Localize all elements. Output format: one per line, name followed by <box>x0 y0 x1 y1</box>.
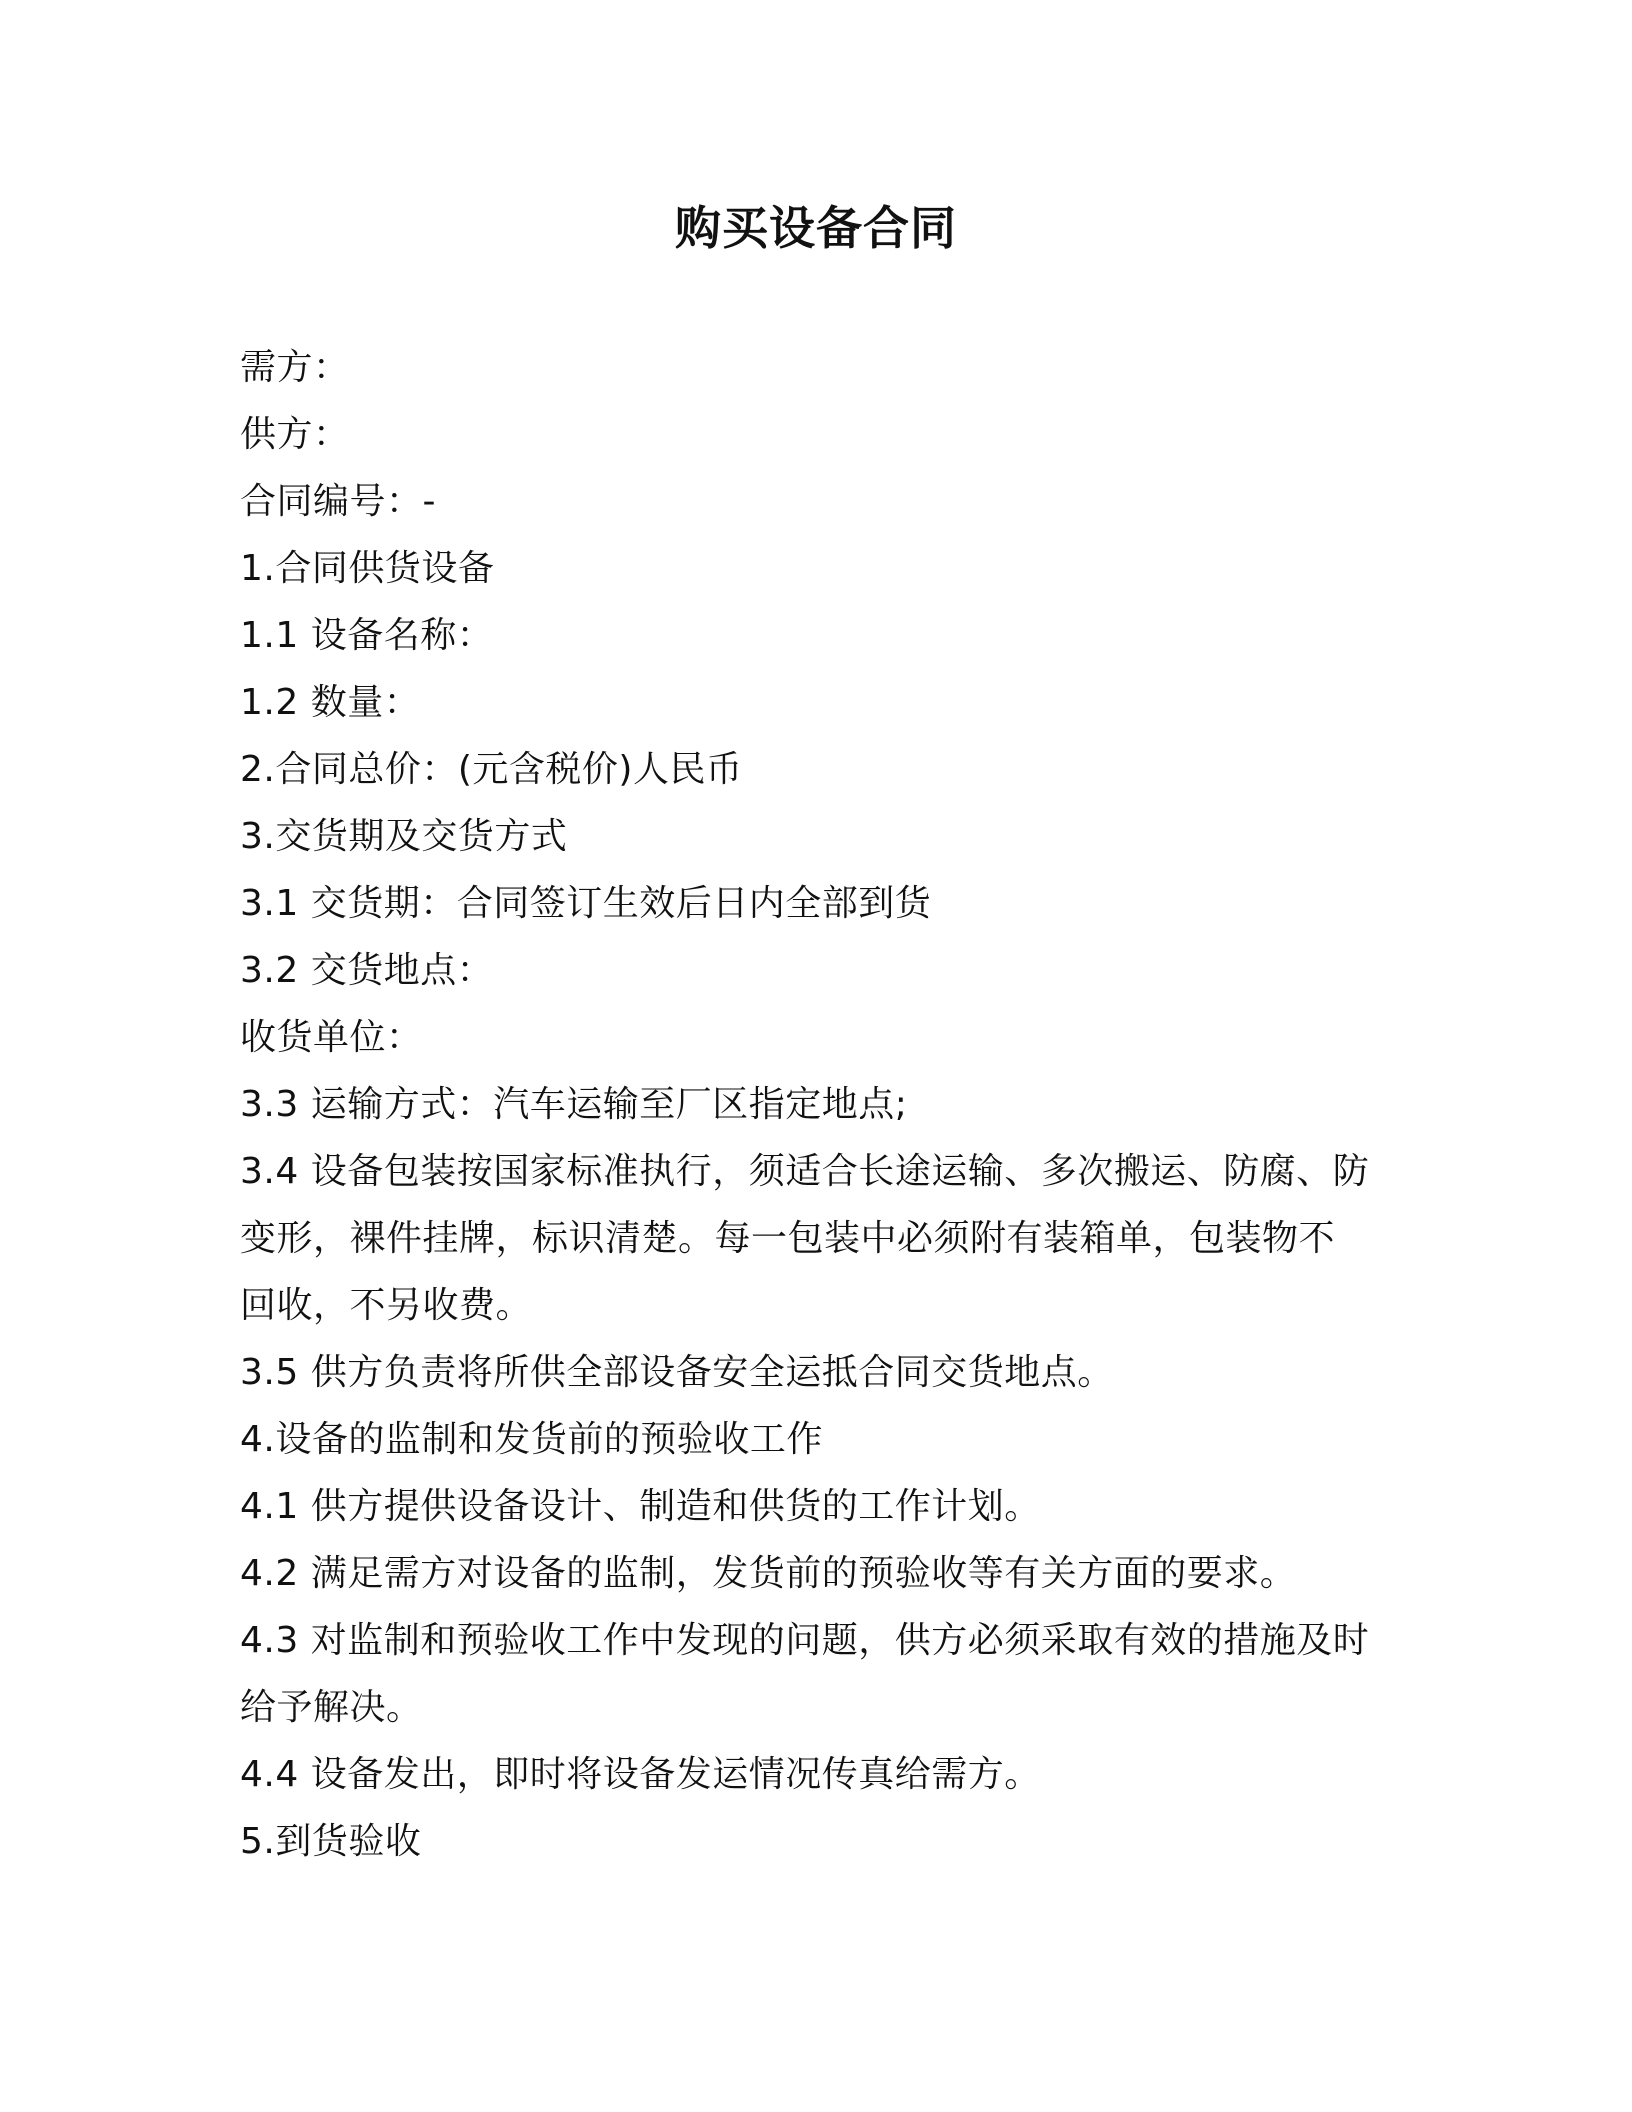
text-line: 合同编号：- <box>240 481 436 522</box>
text-line: 4.设备的监制和发货前的预验收工作 <box>240 1419 823 1460</box>
text-line: 5.到货验收 <box>240 1821 422 1862</box>
text-line: 给予解决。 <box>240 1687 423 1728</box>
text-line: 4.4 设备发出，即时将设备发运情况传真给需方。 <box>240 1754 1041 1795</box>
text-line: 4.3 对监制和预验收工作中发现的问题，供方必须采取有效的措施及时 <box>240 1620 1370 1661</box>
text-line: 收货单位： <box>240 1017 423 1058</box>
text-line: 供方： <box>240 414 350 455</box>
text-line: 3.3 运输方式：汽车运输至厂区指定地点; <box>240 1084 908 1125</box>
text-line: 1.2 数量： <box>240 682 421 723</box>
text-line: 需方： <box>240 347 350 388</box>
text-line: 4.1 供方提供设备设计、制造和供货的工作计划。 <box>240 1486 1041 1527</box>
text-line: 4.2 满足需方对设备的监制，发货前的预验收等有关方面的要求。 <box>240 1553 1297 1594</box>
document-title: 购买设备合同 <box>675 201 957 255</box>
text-line: 3.交货期及交货方式 <box>240 816 568 857</box>
text-line: 2.合同总价：(元含税价)人民币 <box>240 749 743 790</box>
text-line: 回收，不另收费。 <box>240 1285 533 1326</box>
text-line: 3.4 设备包装按国家标准执行，须适合长途运输、多次搬运、防腐、防 <box>240 1151 1370 1192</box>
text-line: 变形，裸件挂牌，标识清楚。每一包装中必须附有装箱单，包装物不 <box>240 1218 1336 1259</box>
document-body <box>240 334 1400 1875</box>
text-line: 3.5 供方负责将所供全部设备安全运抵合同交货地点。 <box>240 1352 1114 1393</box>
text-line: 1.1 设备名称： <box>240 615 494 656</box>
text-line: 3.2 交货地点： <box>240 950 494 991</box>
text-line: 1.合同供货设备 <box>240 548 495 589</box>
text-line: 3.1 交货期：合同签订生效后日内全部到货 <box>240 883 932 924</box>
